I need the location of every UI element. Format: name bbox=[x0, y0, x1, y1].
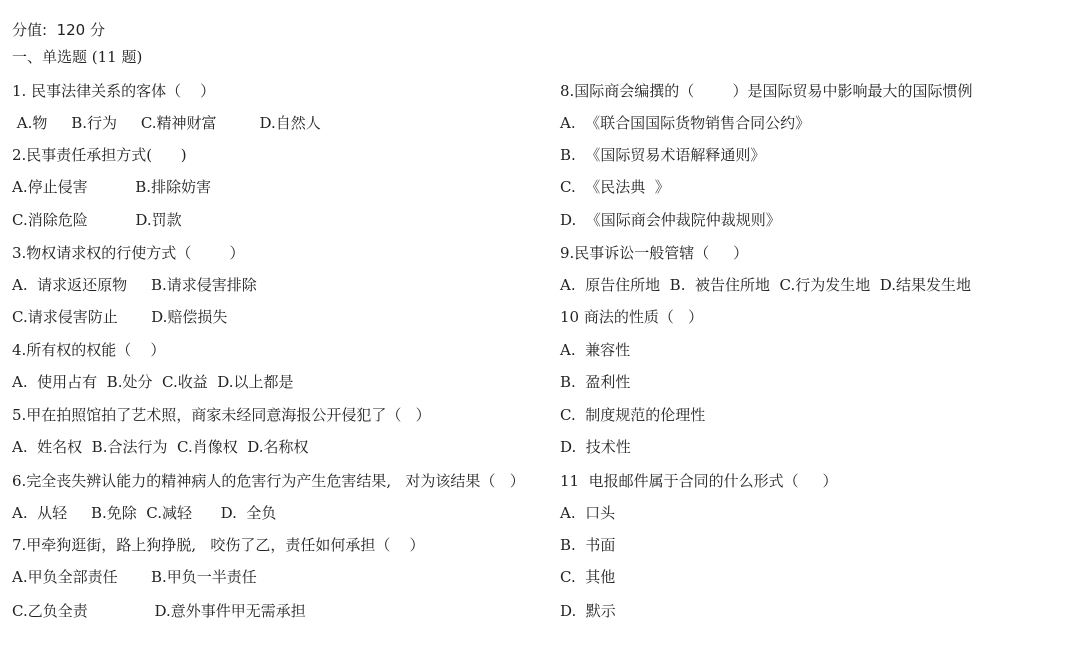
question-8-option-a: A. 《联合国国际货物销售合同公约》 bbox=[560, 114, 811, 132]
question-8: 8.国际商会编撰的（ ）是国际贸易中影响最大的国际惯例 bbox=[560, 82, 973, 100]
question-10-option-a: A. 兼容性 bbox=[560, 341, 631, 359]
question-1-options: A.物 B.行为 C.精神财富 D.自然人 bbox=[12, 114, 321, 132]
question-10-option-d: D. 技术性 bbox=[560, 438, 631, 456]
question-3-options-cd: C.请求侵害防止 D.赔偿损失 bbox=[12, 308, 228, 326]
question-5: 5.甲在拍照馆拍了艺术照，商家未经同意海报公开侵犯了（ ） bbox=[12, 406, 431, 424]
question-7-options-ab: A.甲负全部责任 B.甲负一半责任 bbox=[12, 568, 257, 586]
question-2-options-ab: A.停止侵害 B.排除妨害 bbox=[12, 178, 212, 196]
question-4: 4.所有权的权能（ ） bbox=[12, 341, 166, 359]
question-3: 3.物权请求权的行使方式（ ） bbox=[12, 244, 245, 262]
question-8-option-c: C. 《民法典 》 bbox=[560, 178, 670, 196]
question-6-options: A. 从轻 B.免除 C.减轻 D. 全负 bbox=[12, 504, 277, 522]
score-line: 分值: 120 分 bbox=[12, 21, 105, 39]
question-1: 1. 民事法律关系的客体（ ） bbox=[12, 82, 216, 100]
question-8-option-b: B. 《国际贸易术语解释通则》 bbox=[560, 146, 766, 164]
question-4-options: A. 使用占有 B.处分 C.收益 D.以上都是 bbox=[12, 373, 294, 391]
question-10-option-b: B. 盈利性 bbox=[560, 373, 631, 391]
question-11-option-a: A. 口头 bbox=[560, 504, 616, 522]
section-title: 一、单选题 (11 题) bbox=[12, 48, 143, 66]
question-8-option-d: D. 《国际商会仲裁院仲裁规则》 bbox=[560, 211, 781, 229]
question-2: 2.民事责任承担方式( ) bbox=[12, 146, 187, 164]
question-3-options-ab: A. 请求返还原物 B.请求侵害排除 bbox=[12, 276, 257, 294]
question-2-options-cd: C.消除危险 D.罚款 bbox=[12, 211, 182, 229]
question-10: 10 商法的性质（ ） bbox=[560, 308, 704, 326]
question-10-option-c: C. 制度规范的伦理性 bbox=[560, 406, 706, 424]
question-6: 6.完全丧失辨认能力的精神病人的危害行为产生危害结果, 对为该结果（ ） bbox=[12, 472, 525, 490]
question-7: 7.甲牵狗逛街，路上狗挣脱, 咬伤了乙，责任如何承担（ ） bbox=[12, 536, 425, 554]
question-11-option-d: D. 默示 bbox=[560, 602, 616, 620]
question-11-option-b: B. 书面 bbox=[560, 536, 616, 554]
question-11-option-c: C. 其他 bbox=[560, 568, 616, 586]
question-11: 11 电报邮件属于合同的什么形式（ ） bbox=[560, 472, 838, 490]
question-9: 9.民事诉讼一般管辖（ ） bbox=[560, 244, 749, 262]
question-5-options: A. 姓名权 B.合法行为 C.肖像权 D.名称权 bbox=[12, 438, 309, 456]
question-9-options: A. 原告住所地 B. 被告住所地 C.行为发生地 D.结果发生地 bbox=[560, 276, 972, 294]
question-7-options-cd: C.乙负全责 D.意外事件甲无需承担 bbox=[12, 602, 306, 620]
